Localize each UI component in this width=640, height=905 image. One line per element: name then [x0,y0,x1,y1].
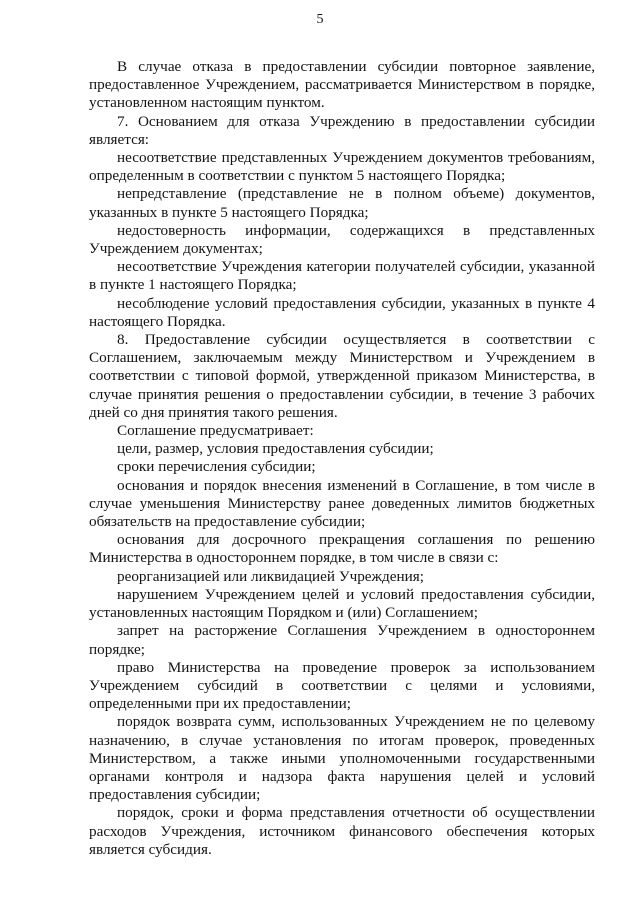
paragraph-refusal-resubmission: В случае отказа в предоставлении субсидии повторное заявление, предоставленное Учреждением, рассматривается Министерством в порядке, установленном настоящим пунктом. [89,58,595,112]
paragraph-agreement-provides: Соглашение предусматривает: [117,422,314,440]
list-item-early-termination: основания для досрочного прекращения соглашения по решению Министерства в одностороннем порядке, в том числе в связи с: [89,531,595,567]
list-item-documents-mismatch: несоответствие представленных Учреждением документов требованиям, определенным в соответствии с пунктом 5 настоящего Порядка; [89,149,595,185]
list-item-information-unreliable: недостоверность информации, содержащихся в представленных Учреждением документах; [89,221,595,258]
list-item-reporting: порядок, сроки и форма представления отчетности об осуществлении расходов Учреждения, источником финансового обеспечения которых является субсидия. [89,804,595,858]
list-item-termination-ban: запрет на расторжение Соглашения Учреждением в одностороннем порядке; [89,622,595,658]
list-item-reorganization: реорганизацией или ликвидацией Учреждения; [117,567,424,585]
list-item-category-mismatch: несоответствие Учреждения категории получателей субсидии, указанной в пункте 1 настоящего Порядка; [89,258,595,294]
paragraph-8-provision-of-subsidy: 8. Предоставление субсидии осуществляется в соответствии с Соглашением, заключаемым между Министерством и Учреждением в соответствии с типовой формой, утвержденной приказом Министерства, в случае принятия решения о предоставлении субсидии, в течение 3 рабочих дней со дня принятия такого решения. [89,331,595,421]
list-item-amendment-grounds: основания и порядок внесения изменений в Соглашение, в том числе в случае уменьшения Министерству ранее доведенных лимитов бюджетных обязательств на предоставление субсидии; [89,476,595,531]
document-body [89,58,595,859]
list-item-documents-missing: непредставление (представление не в полном объеме) документов, указанных в пункте 5 настоящего Порядка; [89,185,595,221]
list-item-goals-size-conditions: цели, размер, условия предоставления субсидии; [117,440,434,458]
list-item-audit-right: право Министерства на проведение проверок за использованием Учреждением субсидий в соответствии с целями и условиями, определенными при их предоставлении; [89,658,595,713]
list-item-violation: нарушением Учреждением целей и условий предоставления субсидии, установленных настоящим Порядком и (или) Соглашением; [89,585,595,622]
list-item-conditions-not-met: несоблюдение условий предоставления субсидии, указанных в пункте 4 настоящего Порядка. [89,294,595,330]
list-item-refund-procedure: порядок возврата сумм, использованных Учреждением не по целевому назначению, в случае установления по итогам проверок, проведенных Министерством, а также иными уполномоченными государственными органами контроля и надзора факта нарушения целей и условий предоставления субсидии; [89,713,595,804]
paragraph-7-grounds-for-refusal: 7. Основанием для отказа Учреждению в предоставлении субсидии является: [89,112,595,148]
list-item-transfer-terms: сроки перечисления субсидии; [117,458,316,476]
page-number: 5 [316,12,324,27]
